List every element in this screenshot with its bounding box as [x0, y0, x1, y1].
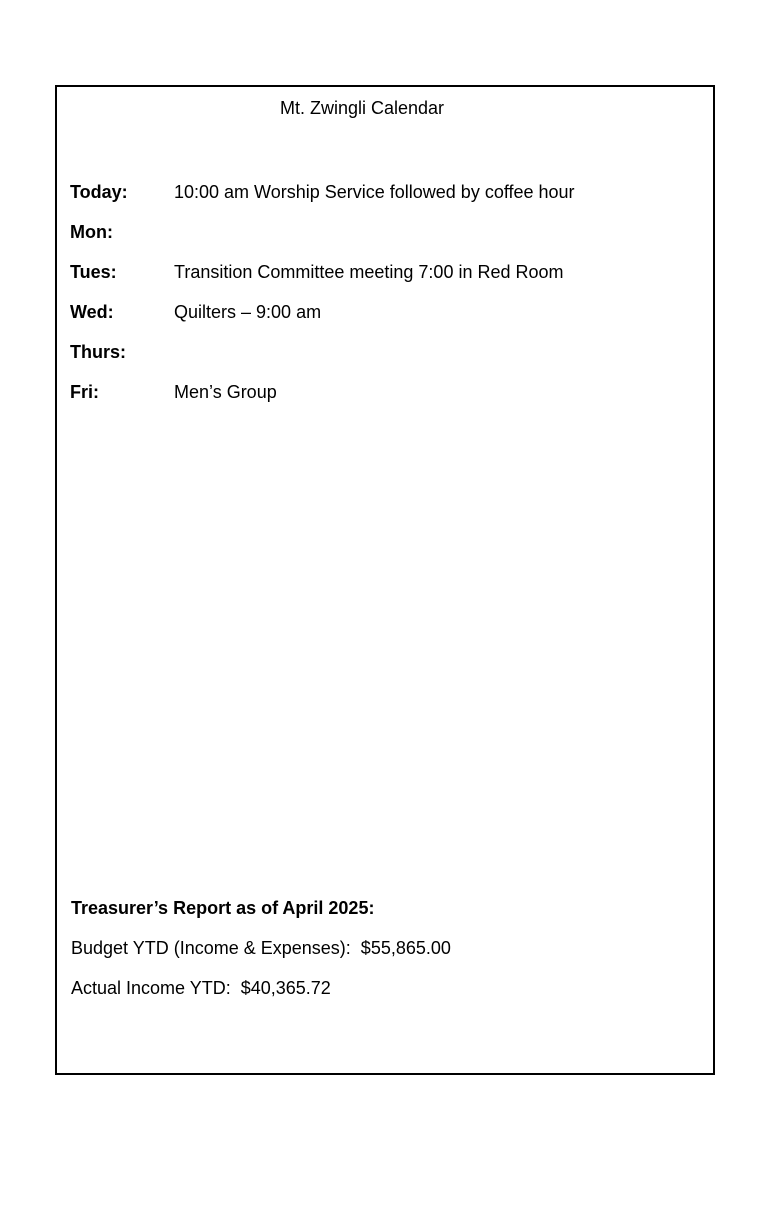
treasurer-report-heading: Treasurer’s Report as of April 2025: — [71, 898, 375, 918]
day-label: Thurs: — [70, 342, 126, 362]
day-label: Tues: — [70, 262, 117, 282]
budget-ytd-line: Budget YTD (Income & Expenses): $55,865.00 — [71, 938, 451, 958]
event-text: 10:00 am Worship Service followed by coffee hour — [174, 182, 575, 202]
calendar-title: Mt. Zwingli Calendar — [279, 98, 445, 118]
day-label: Fri: — [70, 382, 99, 402]
actual-income-ytd-line: Actual Income YTD: $40,365.72 — [71, 978, 331, 998]
day-label: Today: — [70, 182, 128, 202]
event-text: Transition Committee meeting 7:00 in Red Room — [174, 262, 564, 282]
day-label: Mon: — [70, 222, 113, 242]
day-label: Wed: — [70, 302, 114, 322]
event-text: Men’s Group — [174, 382, 277, 402]
event-text: Quilters – 9:00 am — [174, 302, 322, 322]
bulletin-box — [55, 85, 715, 1075]
